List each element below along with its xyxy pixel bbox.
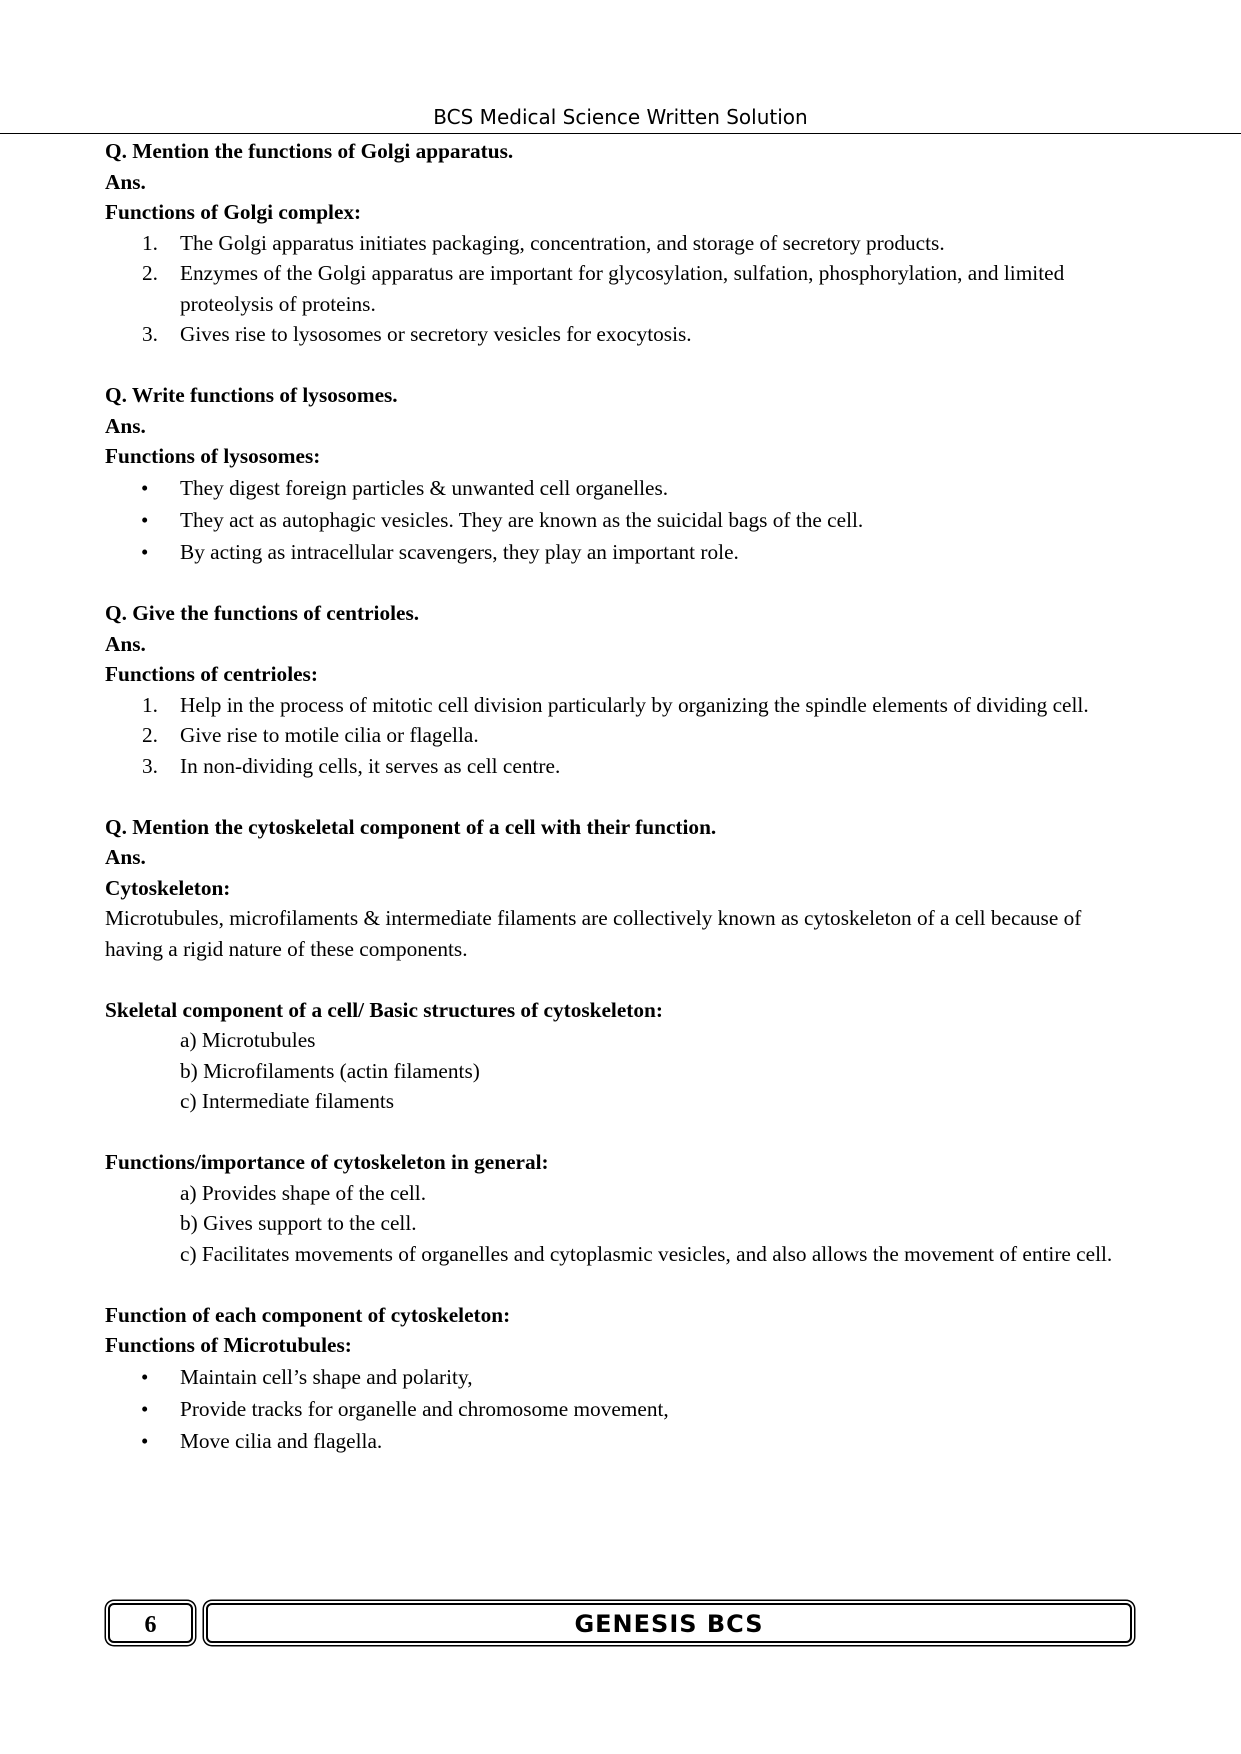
document-body (105, 136, 1135, 1457)
list-item: b) Microfilaments (actin filaments) (180, 1058, 480, 1083)
list-item: b) Gives support to the cell. (180, 1211, 417, 1235)
list-item-text: The Golgi apparatus initiates packaging, concentration, and storage of secretory products. (180, 230, 945, 255)
section-heading: Cytoskeleton: (105, 875, 231, 900)
list-item-text: Maintain cell’s shape and polarity, (180, 1364, 473, 1389)
question-centrioles: Q. Give the functions of centrioles. (105, 601, 420, 625)
list-item: a) Microtubules (180, 1028, 316, 1052)
list-item (105, 720, 1135, 751)
cytoskeleton-general-functions-list (105, 1178, 1135, 1270)
footer-brand: GENESIS BCS (206, 1603, 1132, 1643)
cytoskeleton-paragraph: Microtubules, microfilaments & intermediate filaments are collectively known as cytoskeleton of a cell because of having a rigid nature of these components. (105, 906, 1082, 961)
list-marker: 3. (142, 322, 158, 346)
list-marker: 1. (142, 230, 158, 255)
section-heading: Function of each component of cytoskeleton: (105, 1302, 511, 1327)
list-item (105, 228, 1135, 259)
section-heading: Functions of lysosomes: (105, 444, 321, 468)
list-marker: 2. (142, 261, 158, 285)
section-heading: Skeletal component of a cell/ Basic structures of cytoskeleton: (105, 997, 663, 1022)
list-item (105, 472, 1135, 504)
list-item: a) Provides shape of the cell. (180, 1180, 427, 1205)
list-marker: 1. (142, 692, 158, 717)
lysosome-functions-list (105, 472, 1135, 568)
answer-label: Ans. (105, 631, 146, 656)
list-item-text: Enzymes of the Golgi apparatus are important for glycosylation, sulfation, phosphorylation, and limited proteolysis of proteins. (180, 261, 1065, 316)
bullet-icon: • (141, 507, 149, 532)
bullet-icon: • (141, 1364, 149, 1389)
bullet-icon: • (141, 1396, 149, 1421)
list-item: c) Intermediate filaments (180, 1089, 395, 1113)
list-item (105, 1425, 1135, 1457)
question-golgi: Q. Mention the functions of Golgi apparatus. (105, 139, 514, 163)
answer-label: Ans. (105, 169, 146, 194)
bullet-icon: • (141, 475, 149, 500)
list-item (105, 258, 1135, 319)
list-item-text: They digest foreign particles & unwanted cell organelles. (180, 475, 669, 500)
list-item (105, 1393, 1135, 1425)
list-item (105, 536, 1135, 568)
list-item (105, 504, 1135, 536)
list-item-text: They act as autophagic vesicles. They are known as the suicidal bags of the cell. (180, 507, 864, 532)
bullet-icon: • (141, 539, 149, 564)
list-marker: 3. (142, 753, 158, 778)
answer-label: Ans. (105, 845, 146, 869)
bullet-icon: • (141, 1428, 149, 1453)
golgi-functions-list (105, 228, 1135, 350)
list-item-text: Provide tracks for organelle and chromosome movement, (180, 1396, 669, 1421)
page-header-title: BCS Medical Science Written Solution (433, 105, 808, 129)
list-marker: 2. (142, 723, 158, 747)
list-item (105, 690, 1135, 721)
list-item-text: Move cilia and flagella. (180, 1428, 383, 1453)
list-item (105, 1361, 1135, 1393)
answer-label: Ans. (105, 413, 146, 438)
list-item: c) Facilitates movements of organelles and cytoplasmic vesicles, and also allows the movement of entire cell. (180, 1241, 1113, 1266)
header-divider (0, 133, 1241, 134)
list-item-text: By acting as intracellular scavengers, they play an important role. (180, 539, 739, 564)
list-item-text: In non-dividing cells, it serves as cell centre. (180, 753, 561, 778)
list-item-text: Help in the process of mitotic cell division particularly by organizing the spindle elements of dividing cell. (180, 692, 1089, 717)
section-heading: Functions/importance of cytoskeleton in general: (105, 1150, 549, 1174)
cytoskeleton-components-list (105, 1025, 1135, 1117)
list-item-text: Gives rise to lysosomes or secretory vesicles for exocytosis. (180, 322, 692, 346)
question-lysosomes: Q. Write functions of lysosomes. (105, 383, 398, 407)
section-heading: Functions of Golgi complex: (105, 200, 362, 224)
section-heading: Functions of centrioles: (105, 662, 318, 686)
question-cytoskeleton: Q. Mention the cytoskeletal component of a cell with their function. (105, 814, 717, 839)
list-item (105, 751, 1135, 782)
list-item (105, 319, 1135, 350)
centriole-functions-list (105, 690, 1135, 782)
microtubule-functions-list (105, 1361, 1135, 1457)
section-heading: Functions of Microtubules: (105, 1333, 352, 1357)
page-number: 6 (108, 1603, 193, 1643)
list-item-text: Give rise to motile cilia or flagella. (180, 723, 479, 747)
